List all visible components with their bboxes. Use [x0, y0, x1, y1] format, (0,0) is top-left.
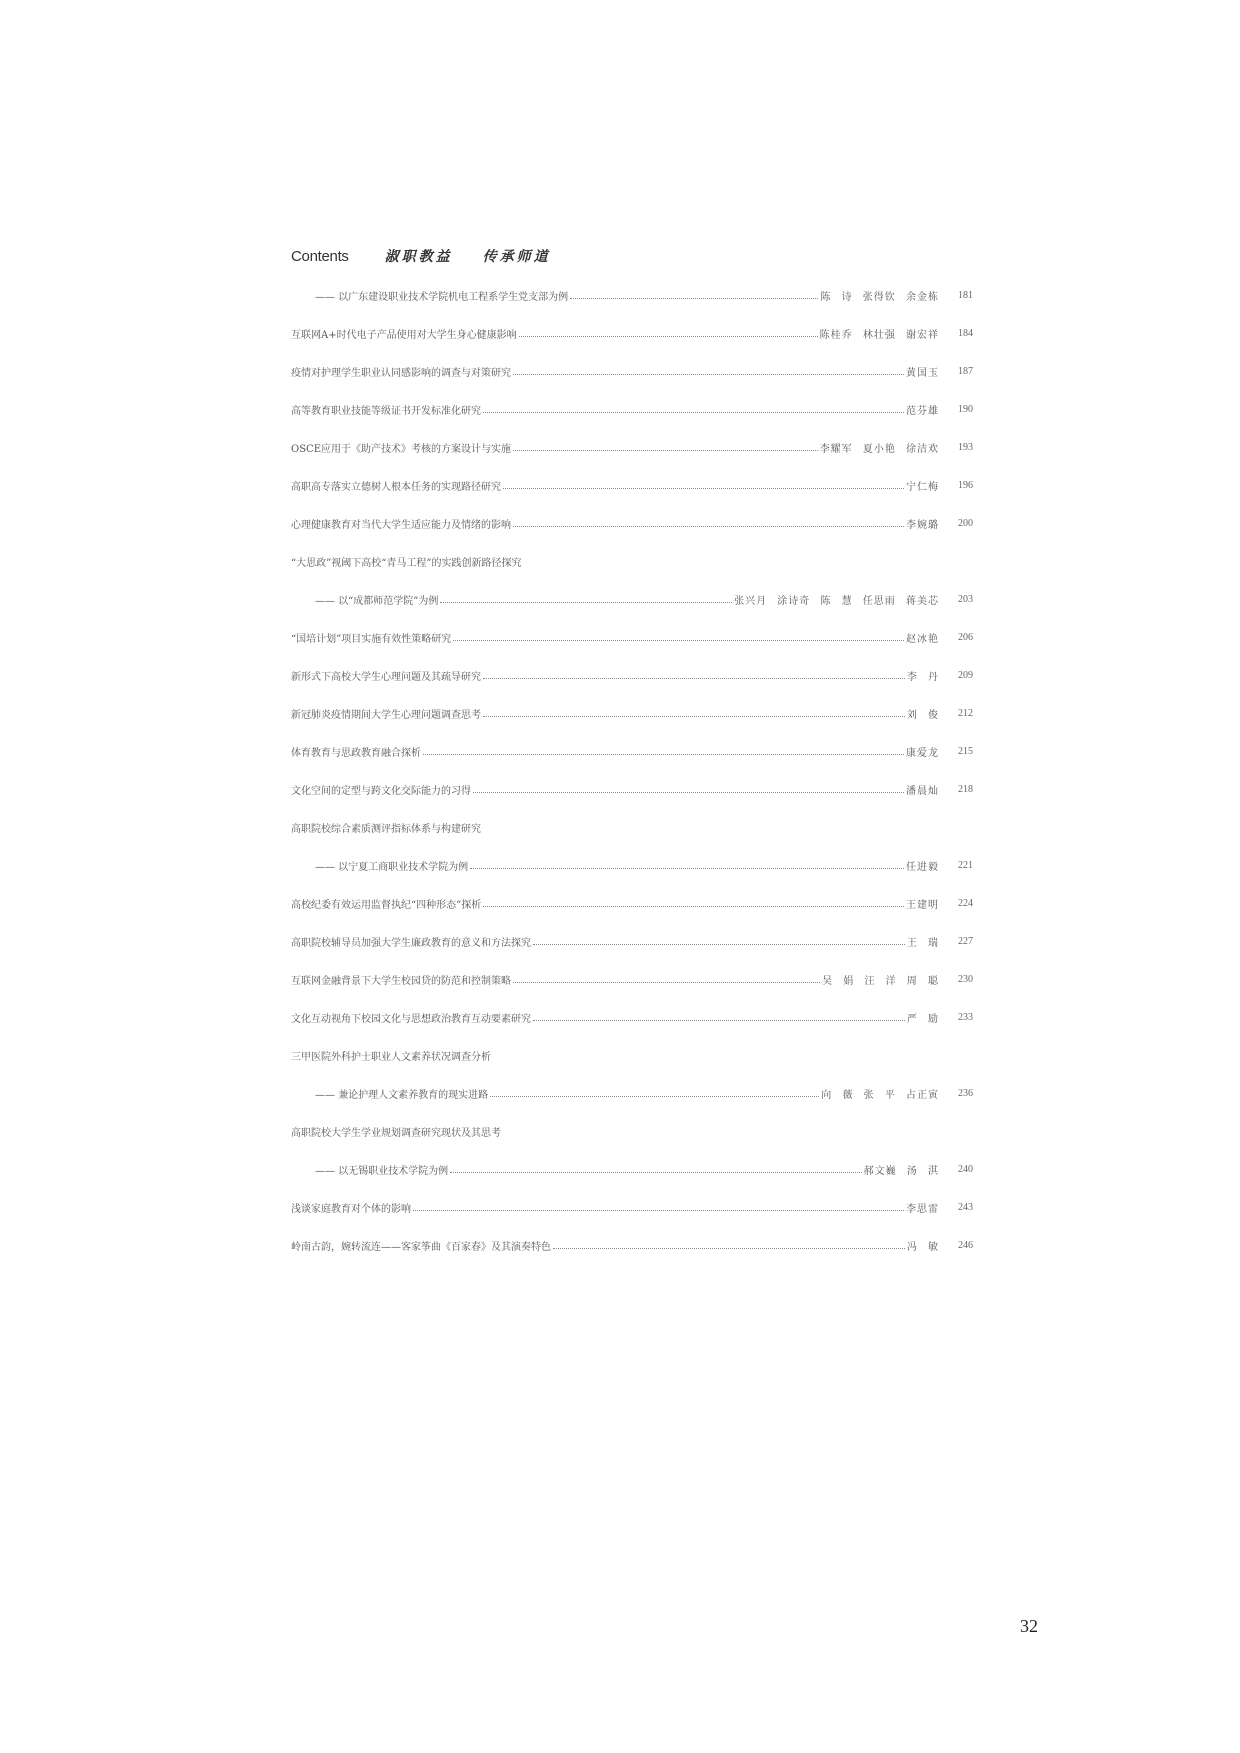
toc-entry-page: 184 [958, 327, 973, 339]
dot-leader [453, 630, 904, 641]
toc-entry-authors: 张兴月 涂诗奇 陈 慧 任思雨 蒋美芯 [734, 595, 939, 607]
toc-entry-authors: 陈桂乔 林壮强 谢宏祥 [819, 329, 939, 341]
toc-entry-title: 疫情对护理学生职业认同感影响的调查与对策研究 [291, 367, 511, 379]
dot-leader [519, 326, 818, 337]
toc-header [291, 246, 973, 272]
toc-entry-page: 233 [958, 1011, 973, 1023]
toc-entry-authors: 李婉璐 [906, 519, 939, 531]
dot-leader [470, 858, 904, 869]
toc-entry-title: OSCE应用于《助产技术》考核的方案设计与实施 [291, 443, 511, 455]
toc-entry [291, 998, 973, 1036]
dot-leader [553, 1238, 905, 1249]
dot-leader [503, 478, 904, 489]
toc-entry-authors: 李耀军 夏小艳 徐洁欢 [819, 443, 939, 455]
toc-entry-title: 新冠肺炎疫情期间大学生心理问题调查思考 [291, 709, 481, 721]
toc-entry [291, 390, 973, 428]
table-of-contents [291, 246, 973, 1264]
toc-entry [291, 1188, 973, 1226]
toc-entry [291, 846, 973, 884]
toc-entry [291, 1074, 973, 1112]
toc-entry-title: 高职院校辅导员加强大学生廉政教育的意义和方法探究 [291, 937, 531, 949]
dot-leader [513, 972, 820, 983]
toc-entry-title: 高职院校综合素质测评指标体系与构建研究 [291, 823, 481, 835]
toc-entry-title: 互联网金融背景下大学生校园贷的防范和控制策略 [291, 975, 511, 987]
toc-entry [291, 1226, 973, 1264]
toc-entry-title: —— 以宁夏工商职业技术学院为例 [315, 861, 469, 873]
toc-entry-authors: 范芬雄 [906, 405, 939, 417]
toc-entry-authors: 向 薇 张 平 占正寅 [821, 1089, 939, 1101]
toc-entry-authors: 刘 俊 [906, 709, 939, 721]
toc-entry [291, 542, 973, 580]
toc-entry-title: —— 以“成都师范学院”为例 [315, 595, 439, 607]
toc-entry [291, 276, 973, 314]
toc-entry-page: 243 [958, 1201, 973, 1213]
toc-entry [291, 1150, 973, 1188]
toc-entry-title: “国培计划”项目实施有效性策略研究 [291, 633, 452, 645]
toc-entry [291, 770, 973, 808]
toc-entry-page: 221 [958, 859, 973, 871]
toc-entry-title: “大思政”视阈下高校“青马工程”的实践创新路径探究 [291, 557, 522, 569]
toc-entry-page: 224 [958, 897, 973, 909]
toc-entry [291, 580, 973, 618]
toc-entry [291, 428, 973, 466]
toc-entry [291, 960, 973, 998]
toc-entry-title: 新形式下高校大学生心理问题及其疏导研究 [291, 671, 481, 683]
toc-entry-title: 体育教育与思政教育融合探析 [291, 747, 421, 759]
toc-entry-title: —— 以无锡职业技术学院为例 [315, 1165, 449, 1177]
motto-left: 淑职教益 [384, 249, 453, 265]
toc-entry-page: 190 [958, 403, 973, 415]
toc-entries [291, 276, 973, 1264]
dot-leader [513, 440, 818, 451]
toc-entry-title: 高等教育职业技能等级证书开发标准化研究 [291, 405, 481, 417]
toc-entry [291, 314, 973, 352]
contents-label: Contents [291, 248, 349, 265]
toc-entry-authors: 潘晨灿 [906, 785, 939, 797]
toc-entry-authors: 冯 敏 [906, 1241, 939, 1253]
toc-entry-title: 心理健康教育对当代大学生适应能力及情绪的影响 [291, 519, 511, 531]
toc-entry-page: 206 [958, 631, 973, 643]
toc-entry-page: 236 [958, 1087, 973, 1099]
toc-entry-title: —— 兼论护理人文素养教育的现实进路 [315, 1089, 489, 1101]
motto-right: 传承师道 [482, 249, 551, 265]
toc-entry-page: 218 [958, 783, 973, 795]
toc-entry [291, 618, 973, 656]
toc-entry-authors: 李思雷 [906, 1203, 939, 1215]
toc-entry [291, 1036, 973, 1074]
dot-leader [423, 744, 904, 755]
toc-entry-title: 高校纪委有效运用监督执纪“四种形态”探析 [291, 899, 482, 911]
dot-leader [533, 1010, 905, 1021]
toc-entry-authors: 郝文巍 汤 淇 [863, 1165, 939, 1177]
toc-entry-authors: 王 瑞 [906, 937, 939, 949]
dot-leader [413, 1200, 904, 1211]
toc-entry-title: 三甲医院外科护士职业人文素养状况调查分析 [291, 1051, 491, 1063]
toc-entry-authors: 吴 娟 汪 洋 周 聪 [822, 975, 939, 987]
dot-leader [533, 934, 905, 945]
toc-entry-title: 浅谈家庭教育对个体的影响 [291, 1203, 411, 1215]
toc-entry-page: 246 [958, 1239, 973, 1251]
toc-entry-authors: 黄国玉 [906, 367, 939, 379]
toc-entry-page: 209 [958, 669, 973, 681]
toc-entry-title: 岭南古韵，婉转流连——客家筝曲《百家春》及其演奏特色 [291, 1241, 551, 1253]
toc-entry [291, 352, 973, 390]
dot-leader [483, 896, 904, 907]
dot-leader [513, 364, 904, 375]
toc-entry [291, 656, 973, 694]
dot-leader [483, 402, 904, 413]
dot-leader [450, 1162, 861, 1173]
toc-entry-page: 212 [958, 707, 973, 719]
dot-leader [440, 592, 732, 603]
toc-entry-title: 高职院校大学生学业规划调查研究现状及其思考 [291, 1127, 501, 1139]
toc-entry-page: 181 [958, 289, 973, 301]
toc-entry-page: 200 [958, 517, 973, 529]
toc-entry-page: 215 [958, 745, 973, 757]
toc-entry-authors: 严 励 [906, 1013, 939, 1025]
toc-entry-page: 227 [958, 935, 973, 947]
toc-entry-page: 240 [958, 1163, 973, 1175]
toc-entry-title: —— 以广东建设职业技术学院机电工程系学生党支部为例 [315, 291, 569, 303]
toc-entry [291, 504, 973, 542]
toc-entry-authors: 赵冰艳 [906, 633, 939, 645]
toc-entry-page: 187 [958, 365, 973, 377]
dot-leader [483, 668, 905, 679]
dot-leader [513, 516, 904, 527]
toc-entry [291, 694, 973, 732]
toc-entry-title: 文化空间的定型与跨文化交际能力的习得 [291, 785, 471, 797]
toc-entry-page: 196 [958, 479, 973, 491]
toc-entry-authors: 宁仁梅 [906, 481, 939, 493]
toc-entry-authors: 康爱龙 [906, 747, 939, 759]
toc-entry [291, 732, 973, 770]
dot-leader [473, 782, 904, 793]
page-number: 32 [1020, 1616, 1038, 1636]
toc-entry-page: 203 [958, 593, 973, 605]
toc-entry [291, 884, 973, 922]
toc-entry-page: 193 [958, 441, 973, 453]
toc-entry-authors: 李 丹 [906, 671, 939, 683]
toc-entry-authors: 陈 诗 张得钦 余金栋 [820, 291, 939, 303]
toc-entry-title: 高职高专落实立德树人根本任务的实现路径研究 [291, 481, 501, 493]
toc-entry-page: 230 [958, 973, 973, 985]
dot-leader [570, 288, 818, 299]
toc-entry [291, 808, 973, 846]
toc-entry-title: 互联网A+时代电子产品使用对大学生身心健康影响 [291, 329, 517, 341]
toc-entry [291, 466, 973, 504]
dot-leader [490, 1086, 819, 1097]
toc-entry [291, 1112, 973, 1150]
toc-entry-authors: 王建明 [906, 899, 939, 911]
dot-leader [483, 706, 905, 717]
toc-entry-authors: 任进毅 [906, 861, 939, 873]
toc-entry-title: 文化互动视角下校园文化与思想政治教育互动要素研究 [291, 1013, 531, 1025]
toc-entry [291, 922, 973, 960]
